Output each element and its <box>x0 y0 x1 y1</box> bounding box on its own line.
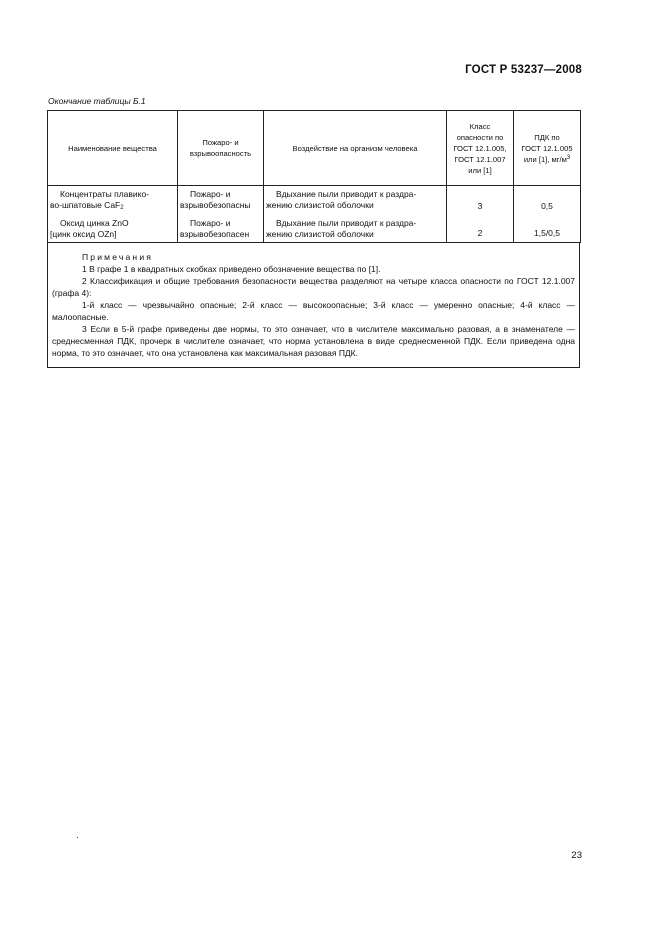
fire-hazard-line-1: Пожаро- и <box>190 217 231 228</box>
cell-substance <box>48 186 178 215</box>
substance-name-line-1: Оксид цинка ZnO <box>60 217 129 228</box>
fire-hazard-line-1: Пожаро- и <box>190 189 231 199</box>
note-2-classes: 1-й класс — чрезвычайно опасные; 2-й класс — высокоопасные; 3-й класс — умеренно опасные; 4-й класс — малоопасные. <box>52 300 575 323</box>
health-effect-line-2: жению слизистой оболочки <box>266 200 374 211</box>
note-3: 3 Если в 5-й графе приведены две нормы, то это означает, что в числителе максимально разовая, а в знаменателе — среднесменная ПДК, прочерк в числителе означает, что норма установлена в виде среднесменной ПДК. Если приведена одна норма, то это означает, что она установлена как максимальная разовая ПДК. <box>52 324 575 359</box>
table-row <box>48 186 581 215</box>
header-hazard-class-line-3: ГОСТ 12.1.005, <box>453 143 507 153</box>
substance-name-line-1: Концентраты плавико- <box>60 189 150 199</box>
header-substance-name: Наименование вещества <box>48 111 178 186</box>
header-hazard-class-line-5: или [1] <box>468 165 492 175</box>
notes-heading: Примечания <box>82 251 154 262</box>
cell-hazard-class: 3 <box>447 186 514 215</box>
header-hazard-class-line-2: опасности по <box>456 132 504 142</box>
note-2: 2 Классификация и общие требования безопасности вещества разделяют на четыре класса опасности по ГОСТ 12.1.007 (графа 4): <box>52 276 575 299</box>
cell-health-effect <box>264 215 447 243</box>
substance-name-line-2: во-шпатовые CaF <box>50 200 121 211</box>
substance-formula-subscript: 2 <box>120 205 124 212</box>
cell-substance <box>48 215 178 243</box>
table-notes <box>47 243 580 368</box>
health-effect-line-1: Вдыхание пыли приводит к раздра- <box>276 189 417 199</box>
table-row <box>48 215 581 243</box>
table-caption: Окончание таблицы Б.1 <box>48 96 146 106</box>
header-pdk-unit-superscript: 3 <box>566 154 571 161</box>
scan-speck <box>77 837 78 838</box>
cell-pdk: 0,5 <box>514 186 581 215</box>
cell-pdk: 1,5/0,5 <box>514 215 581 243</box>
substance-table-grid <box>47 110 581 243</box>
header-hazard-class-line-4: ГОСТ 12.1.007 <box>454 154 506 164</box>
page-number: 23 <box>571 850 582 861</box>
cell-hazard-class: 2 <box>447 215 514 243</box>
cell-health-effect <box>264 186 447 215</box>
header-fire-hazard: Пожаро- и взрывоопасность <box>178 111 264 186</box>
cell-fire-hazard <box>178 215 264 243</box>
document-code: ГОСТ Р 53237—2008 <box>465 64 582 76</box>
header-hazard-class-line-1: Класс <box>469 121 491 131</box>
header-hazard-class <box>447 111 514 186</box>
fire-hazard-line-2: взрывобезопасны <box>180 200 251 211</box>
header-pdk-line-3: или [1], мг/м <box>523 154 567 164</box>
header-health-effect: Воздействие на организм человека <box>264 111 447 186</box>
note-1: 1 В графе 1 в квадратных скобках приведено обозначение вещества по [1]. <box>82 264 381 274</box>
fire-hazard-line-2: взрывобезопасен <box>180 228 250 239</box>
substance-table <box>47 110 580 368</box>
substance-name-line-2: [цинк оксид OZn] <box>50 228 117 239</box>
table-header-row <box>48 111 581 186</box>
cell-fire-hazard <box>178 186 264 215</box>
health-effect-line-2: жению слизистой оболочки <box>266 228 374 239</box>
header-pdk <box>514 111 581 186</box>
header-pdk-line-1: ПДК по <box>534 132 560 142</box>
header-pdk-line-2: ГОСТ 12.1.005 <box>521 143 573 153</box>
health-effect-line-1: Вдыхание пыли приводит к раздра- <box>276 217 417 228</box>
